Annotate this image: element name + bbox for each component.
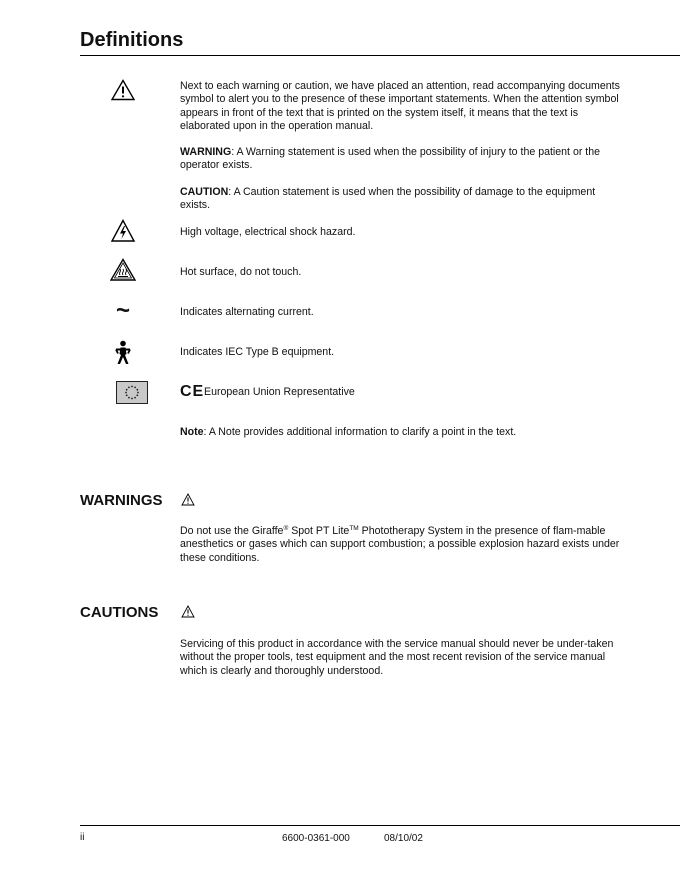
document-date: 08/10/02 (384, 833, 423, 844)
caution-label: CAUTION (180, 186, 229, 198)
hot-surface-icon (110, 258, 136, 284)
header-rule (80, 55, 680, 56)
note-definition (180, 426, 620, 439)
attention-triangle-icon (110, 79, 136, 105)
warnings-text-end: Phototherapy System in the presence of flam-mable anesthetics or gases which can support combustion; a possible explosion hazard exists under these conditions. (180, 525, 620, 564)
cautions-heading: CAUTIONS (80, 604, 159, 621)
cautions-attention-icon (181, 605, 195, 623)
high-voltage-text: High voltage, electrical shock hazard. (180, 226, 356, 238)
page-title: Definitions (80, 29, 184, 51)
warnings-attention-icon (181, 493, 195, 511)
alternating-current-text: Indicates alternating current. (180, 306, 314, 318)
warnings-text (180, 525, 620, 565)
high-voltage-icon (110, 219, 136, 245)
warning-definition-text: : A Warning statement is used when the possibility of injury to the patient or the operator exists. (180, 146, 601, 172)
registered-mark: ® (283, 525, 289, 532)
caution-definition-text: : A Caution statement is used when the possibility of damage to the equipment exists. (180, 186, 596, 212)
page-number: ii (80, 832, 85, 843)
hot-surface-text: Hot surface, do not touch. (180, 266, 302, 278)
note-label: Note (180, 426, 204, 438)
ce-mark: CE (180, 383, 205, 400)
note-definition-text: : A Note provides additional information to clarify a point in the text. (203, 426, 517, 438)
type-b-text: Indicates IEC Type B equipment. (180, 346, 335, 358)
iec-type-b-icon (110, 340, 136, 366)
warning-label: WARNING (180, 146, 232, 158)
caution-definition (180, 186, 620, 213)
alternating-current-icon: ~ (115, 297, 130, 324)
eu-rep-text: European Union Representative (204, 386, 355, 398)
warnings-heading: WARNINGS (80, 492, 163, 509)
warning-definition (180, 146, 620, 173)
eu-flag-icon (116, 381, 148, 404)
warnings-text-start: Do not use the Giraffe (180, 525, 284, 537)
document-number: 6600-0361-000 (282, 833, 350, 844)
attention-description: Next to each warning or caution, we have placed an attention, read accompanying documents symbol to alert you to the presence of these important statements. When the attention symbol appears in front of the text that is printed on the system itself, it means that the text is elaborated upon in the operation manual. (180, 80, 620, 132)
trademark-mark: TM (349, 525, 359, 532)
footer-rule (80, 825, 680, 826)
cautions-text: Servicing of this product in accordance with the service manual should never be under-taken without the proper tools, test equipment and the most recent revision of the service manual which is clearly and thoroughly understood. (180, 638, 614, 677)
product-name: Spot PT Lite (288, 525, 350, 537)
